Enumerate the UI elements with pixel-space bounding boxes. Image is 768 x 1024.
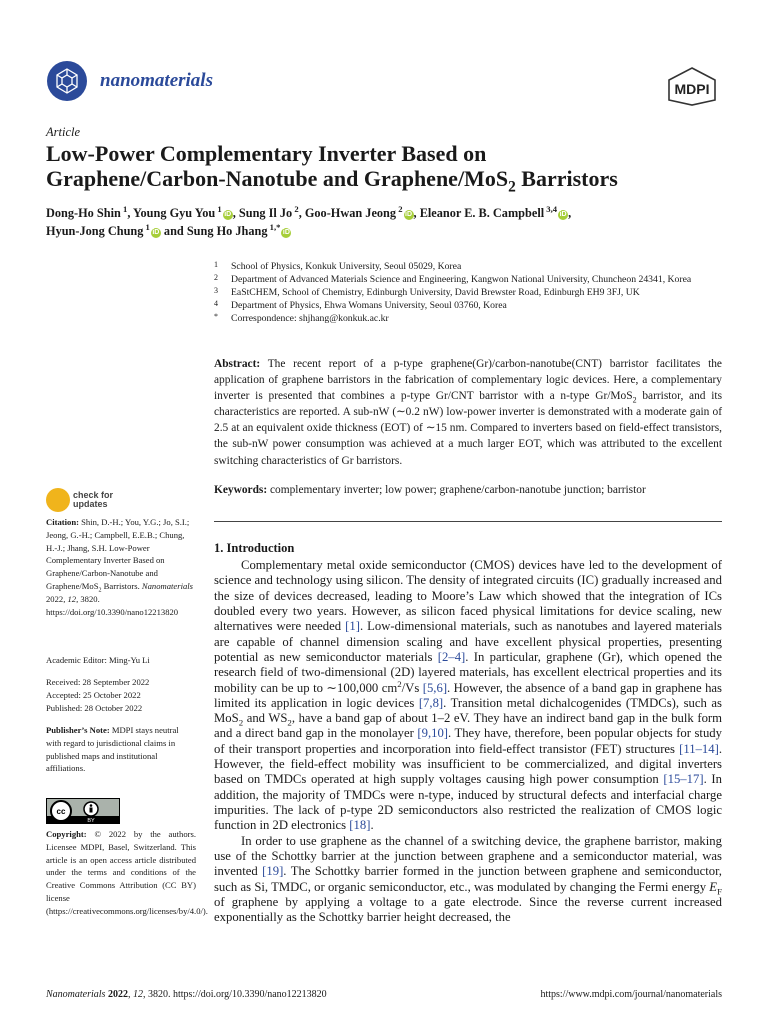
keywords-label: Keywords:: [214, 484, 268, 496]
check-for-updates-button[interactable]: check for updates: [46, 488, 166, 518]
text-run: . In particular, graphene (Gr), which opened the research field of two-dimensional (2D) layered materials, has excellent electrical properties and its mobility can be up to ∼100,000 cm: [214, 649, 722, 695]
author-affiliation-mark: 1: [143, 221, 150, 232]
author-affiliation-mark: 3,4: [544, 203, 558, 214]
cc-by-license-badge[interactable]: [46, 798, 120, 824]
orcid-icon[interactable]: iD: [152, 229, 160, 236]
citation-link[interactable]: [18]: [349, 818, 371, 833]
affiliation-text: Correspondence: shjhang@konkuk.ac.kr: [231, 313, 389, 324]
mdpi-logo-icon: [665, 66, 719, 106]
affiliation-item: [214, 286, 734, 299]
superscript: 2: [397, 678, 402, 689]
affiliation-number: *: [214, 312, 218, 321]
author-separator: ,: [413, 206, 420, 220]
dates: [46, 676, 196, 714]
footer-journal-link[interactable]: https://www.mdpi.com/journal/nanomaterials: [540, 989, 722, 1000]
received-date: Received: 28 September 2022: [46, 677, 150, 687]
affiliation-text: EaStCHEM, School of Chemistry, Edinburgh University, David Brewster Road, Edinburgh EH9 3FJ, UK: [231, 287, 640, 298]
publisher-name: MDPI: [674, 81, 710, 97]
author-separator: ,: [298, 206, 305, 220]
paper-title: [46, 141, 736, 196]
accepted-date: Accepted: 25 October 2022: [46, 689, 141, 700]
journal-name: nanomaterials: [100, 70, 213, 91]
text-run: . Low-dimensional materials, such as nanotubes and layered materials are capable of channel dimension scaling and have excellent physical properties, presenting potential as new semiconductor materials: [214, 619, 722, 664]
svg-text:cc: cc: [56, 807, 66, 816]
footer-citation: Nanomaterials 2022, 12, 3820. https://doi.org/10.3390/nano12213820: [46, 989, 327, 1000]
citation-link[interactable]: [15–17]: [663, 772, 704, 787]
author-separator: ,: [127, 206, 134, 220]
orcid-icon[interactable]: iD: [224, 211, 232, 218]
abstract-label: Abstract:: [214, 358, 261, 370]
author-separator: ,: [568, 206, 572, 220]
italic-symbol: E: [709, 879, 718, 894]
text-run: . The Schottky barrier formed in the junction between graphene and semiconductor, such as Si, TMDC, or organic semiconductor, etc., was modulated by changing the Fermi energy: [214, 864, 722, 894]
author-separator: ,: [232, 206, 239, 220]
citation-link[interactable]: [5,6]: [422, 680, 448, 695]
affiliation-number: 4: [214, 299, 218, 308]
affiliation-item: [214, 312, 734, 325]
divider: [214, 521, 722, 522]
author-affiliation-mark: 2: [292, 203, 299, 214]
journal-logo-icon: [46, 60, 88, 102]
subscript: 2: [287, 717, 292, 728]
paragraph-2: [214, 834, 722, 926]
text-run: , have a band gap of about 1–2 eV. They have an indirect band gap in the bulk form and a direct band gap in the monolayer: [214, 711, 723, 741]
citation-link[interactable]: [19]: [262, 864, 284, 879]
author-name: Hyun-Jong Chung: [46, 224, 144, 238]
citation-link[interactable]: [2–4]: [437, 649, 466, 664]
text-run: and WS: [243, 711, 288, 726]
academic-editor: Academic Editor: Ming-Yu Li: [46, 655, 150, 665]
text-run: /Vs: [401, 680, 423, 695]
cc-icon: [47, 799, 119, 823]
text-run: . Transition metal dichalcogenides (TMDCs), such as MoS: [214, 695, 722, 726]
text-run: .: [370, 818, 374, 833]
affiliation-item: [214, 299, 734, 312]
text-run: . In addition, the majority of TMDCs were n-type, induced by structural defects and interfacial charge impurities. The lack of p-type 2D semiconductors also restricted the realization of CMOS logic function in 2D electronics: [214, 772, 723, 833]
publishers-note: Publisher’s Note: MDPI stays neutral with regard to jurisdictional claims in published maps and institutional affiliations.: [46, 725, 179, 774]
article-type: Article: [46, 125, 81, 139]
text-run: of graphene by applying a voltage to a gate electrode. Since the reverse current increased exponentially as the Schottky barrier height decreased, the: [214, 894, 722, 925]
orcid-icon[interactable]: iD: [282, 229, 290, 236]
citation-link[interactable]: [11–14]: [679, 741, 719, 756]
author-affiliation-mark: 1,*: [267, 221, 281, 232]
published-date: Published: 28 October 2022: [46, 702, 143, 713]
body-text: [214, 558, 722, 926]
affiliations: [214, 260, 734, 325]
subscript: 2: [238, 717, 244, 728]
affiliation-item: [214, 273, 734, 286]
svg-text:BY: BY: [87, 818, 95, 823]
citation-link[interactable]: [7,8]: [418, 695, 444, 710]
copyright: Copyright: © 2022 by the authors. Licensee MDPI, Basel, Switzerland. This article is an open access article distributed under the terms and conditions of the Creative Commons Attribution (CC BY) license (https://creativecommons.org/licenses/by/4.0/).: [46, 829, 208, 916]
subscript: F: [717, 886, 722, 897]
affiliation-item: [214, 260, 734, 273]
citation-link[interactable]: [9,10]: [417, 726, 449, 741]
text-run: In order to use graphene as the channel of a switching device, the graphene barristor, making use of the Schottky barrier at the junction between graphene and a semiconductor material, was invented: [214, 833, 722, 879]
affiliation-text: Department of Advanced Materials Science and Engineering, Kangwon National University, Chuncheon 24341, Korea: [231, 274, 692, 285]
keywords: Keywords: complementary inverter; low power; graphene/carbon-nanotube junction; barristor: [214, 484, 646, 496]
page-footer: [46, 989, 722, 1000]
paragraph-1: [214, 558, 722, 834]
author-name: Eleanor E. B. Campbell: [419, 206, 545, 220]
text-run: . However, the absence of a band gap in graphene has limited its application in logic devices: [214, 680, 722, 710]
affiliation-number: 1: [214, 260, 218, 269]
author-affiliation-mark: 2: [396, 203, 403, 214]
abstract: Abstract: The recent report of a p-type graphene(Gr)/carbon-nanotube(CNT) barristor facilitates the application of graphene barristors in the fabrication of complementary logic devices. Here, a complementary inverter is presented that combines a p-type Gr/CNT barristor with a n-type Gr/MoS$_2$ barristor, and its characteristics are reported. A sub-nW (∼0.2 nW) low-power inverter is demonstrated with a moderate gain of 2.5 at an equivalent oxide thickness (EOT) of ∼15 nm. Compared to inverters based on field-effect transistors, the sub-nW power consumption was achieved at a much larger EOT, which was attributed to the excellent switching characteristics of Gr barristors.: [214, 358, 722, 467]
affiliation-number: 2: [214, 273, 218, 282]
title-line-2: Graphene/Carbon-Nanotube and Graphene/MoS$_2$ Barristors: [46, 166, 618, 196]
text-run: . However, the field-effect mobility was insufficient to be commercialized, and digital inverters based on TMDCs operated at high supply voltages causing high power consumption: [214, 741, 722, 787]
author-name: Young Gyu You: [133, 206, 216, 220]
author-separator: and: [160, 224, 187, 238]
author-list: [46, 204, 736, 240]
text-run: Complementary metal oxide semiconductor (CMOS) devices have led to the development of science and technology using silicon. The density of integrated circuits (IC) gradually increased and the size of devices decreased, leading to Moore’s Law which showed that the integration of ICs doubled every two years. However, as silicon faced physical limitations for device scaling, new alternatives were needed: [214, 558, 722, 634]
author-name: Sung Ho Jhang: [186, 224, 268, 238]
author-affiliation-mark: 1: [215, 203, 222, 214]
author-name: Sung Il Jo: [238, 206, 293, 220]
affiliation-number: 3: [214, 286, 218, 295]
author-name: Goo-Hwan Jeong: [304, 206, 397, 220]
section-heading: 1. Introduction: [214, 541, 295, 555]
author-affiliation-mark: 1: [120, 203, 128, 214]
citation-link[interactable]: [1]: [345, 619, 360, 634]
affiliation-text: School of Physics, Konkuk University, Seoul 05029, Korea: [231, 261, 462, 272]
author-name: Dong-Ho Shin: [46, 206, 121, 220]
orcid-icon[interactable]: iD: [405, 211, 413, 218]
citation-block: Citation: Shin, D.-H.; You, Y.G.; Jo, S.I.; Jeong, G.-H.; Campbell, E.E.B.; Chung, H.-J.; Jhang, S.H. Low-Power Complementary Inverter Based on Graphene/Carbon-Nanotube and Graphene/MoS$_2$ Barristors. Nanomaterials 2022, 12, 3820. https://doi.org/10.3390/nano12213820: [46, 517, 193, 617]
affiliation-text: Department of Physics, Ehwa Womans University, Seoul 03760, Korea: [231, 300, 507, 311]
title-line-1: Low-Power Complementary Inverter Based on: [46, 141, 487, 166]
check-updates-icon: [46, 488, 70, 512]
orcid-icon[interactable]: iD: [559, 211, 567, 218]
text-run: . They have, therefore, been popular objects for study of their transport properties and incorporation into field-effect transistor (FET) structures: [214, 726, 722, 756]
